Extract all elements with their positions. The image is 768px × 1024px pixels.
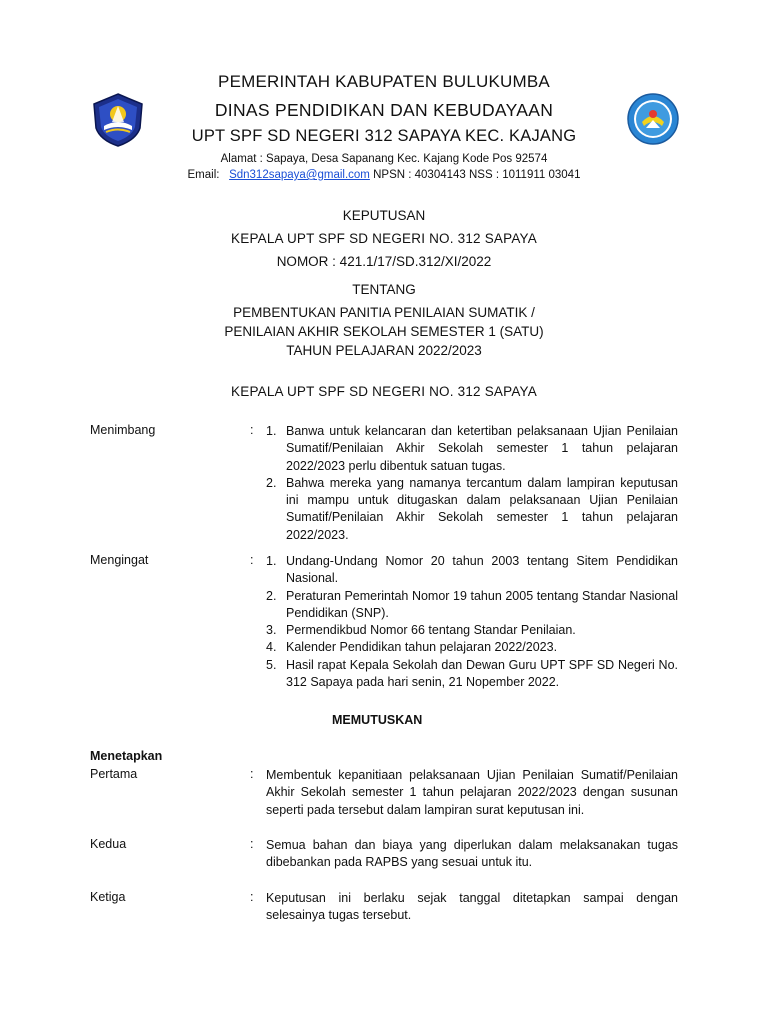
header-government: PEMERINTAH KABUPATEN BULUKUMBA: [218, 72, 550, 91]
header-school: UPT SPF SD NEGERI 312 SAPAYA KEC. KAJANG: [191, 127, 577, 145]
kedua-text: Semua bahan dan biaya yang diperlukan dalam melaksanakan tugas dibebankan pada RAPBS yang sesuai untuk itu.: [266, 838, 678, 870]
list-item: 4. Kalender Pendidikan tahun pelajaran 2022/2023.: [266, 640, 558, 655]
header-agency: DINAS PENDIDIKAN DAN KEBUDAYAAN: [214, 100, 554, 120]
ketiga-colon: :: [250, 890, 254, 904]
decree-number: NOMOR : 421.1/17/SD.312/XI/2022: [276, 254, 492, 269]
npsn-nss: NPSN : 40304143 NSS : 1011911 03041: [373, 169, 581, 181]
list-item: 1. Banwa untuk kelancaran dan ketertiban pelaksanaan Ujian Penilaian Sumatif/Penilaian Akhir Sekolah semester 1 tahun pelajaran 2022/2023 perlu dibentuk satuan tugas.: [266, 424, 678, 473]
list-item: 2. Peraturan Pemerintah Nomor 19 tahun 2005 tentang Standar Nasional Pendidikan (SNP).: [266, 588, 678, 620]
decree-subject-line3: TAHUN PELAJARAN 2022/2023: [286, 343, 482, 358]
list-item: 1. Undang-Undang Nomor 20 tahun 2003 tentang Sitem Pendidikan Nasional.: [266, 554, 678, 586]
pertama-colon: :: [250, 767, 254, 781]
header-contact: [0, 169, 768, 181]
decree-about: TENTANG: [352, 282, 416, 297]
list-item: 3. Permendikbud Nomor 66 tentang Standar Penilaian.: [266, 623, 576, 638]
kedua-colon: :: [250, 837, 254, 851]
menimbang-list: [266, 423, 678, 544]
mengingat-colon: :: [250, 553, 254, 567]
decree-issuer-repeat: KEPALA UPT SPF SD NEGERI NO. 312 SAPAYA: [231, 384, 537, 399]
pertama-label: Pertama: [90, 767, 138, 781]
decree-subject-line1: PEMBENTUKAN PANITIA PENILAIAN SUMATIK /: [233, 305, 535, 320]
menetapkan-label: Menetapkan: [90, 749, 163, 763]
decree-subject-line2: PENILAIAN AKHIR SEKOLAH SEMESTER 1 (SATU): [224, 324, 544, 339]
list-item: 5. Hasil rapat Kepala Sekolah dan Dewan Guru UPT SPF SD Negeri No. 312 Sapaya pada hari senin, 21 Nopember 2022.: [266, 657, 678, 690]
mengingat-list: [266, 553, 678, 691]
list-item: 2. Bahwa mereka yang namanya tercantum dalam lampiran keputusan ini mampu untuk ditugaskan dalam pelaksanaan Ujian Penilaian Sumatif/Penilaian Akhir Sekolah semester 1 tahun pelajaran 2022/2023.: [266, 475, 678, 542]
menimbang-label: Menimbang: [90, 423, 156, 437]
email-label: Email:: [187, 169, 220, 181]
decree-heading: KEPUTUSAN: [342, 208, 426, 223]
menimbang-colon: :: [250, 423, 254, 437]
memutuskan-heading: MEMUTUSKAN: [332, 713, 423, 727]
header-address: Alamat : Sapaya, Desa Sapanang Kec. Kajang Kode Pos 92574: [220, 153, 548, 165]
email-link[interactable]: Sdn312sapaya@gmail.com: [229, 169, 370, 181]
mengingat-label: Mengingat: [90, 553, 149, 567]
ketiga-label: Ketiga: [90, 890, 126, 904]
pertama-text: Membentuk kepanitiaan pelaksanaan Ujian Penilaian Sumatif/Penilaian Akhir Sekolah semester 1 tahun pelajaran 2022/2023 dengan susunan seperti pada tersebut dalam lampiran surat keputusan ini.: [266, 768, 678, 817]
ketiga-text: Keputusan ini berlaku sejak tanggal ditetapkan sampai dengan selesainya tugas tersebut.: [266, 891, 696, 923]
decree-issuer: KEPALA UPT SPF SD NEGERI NO. 312 SAPAYA: [231, 231, 537, 246]
kedua-label: Kedua: [90, 837, 127, 851]
